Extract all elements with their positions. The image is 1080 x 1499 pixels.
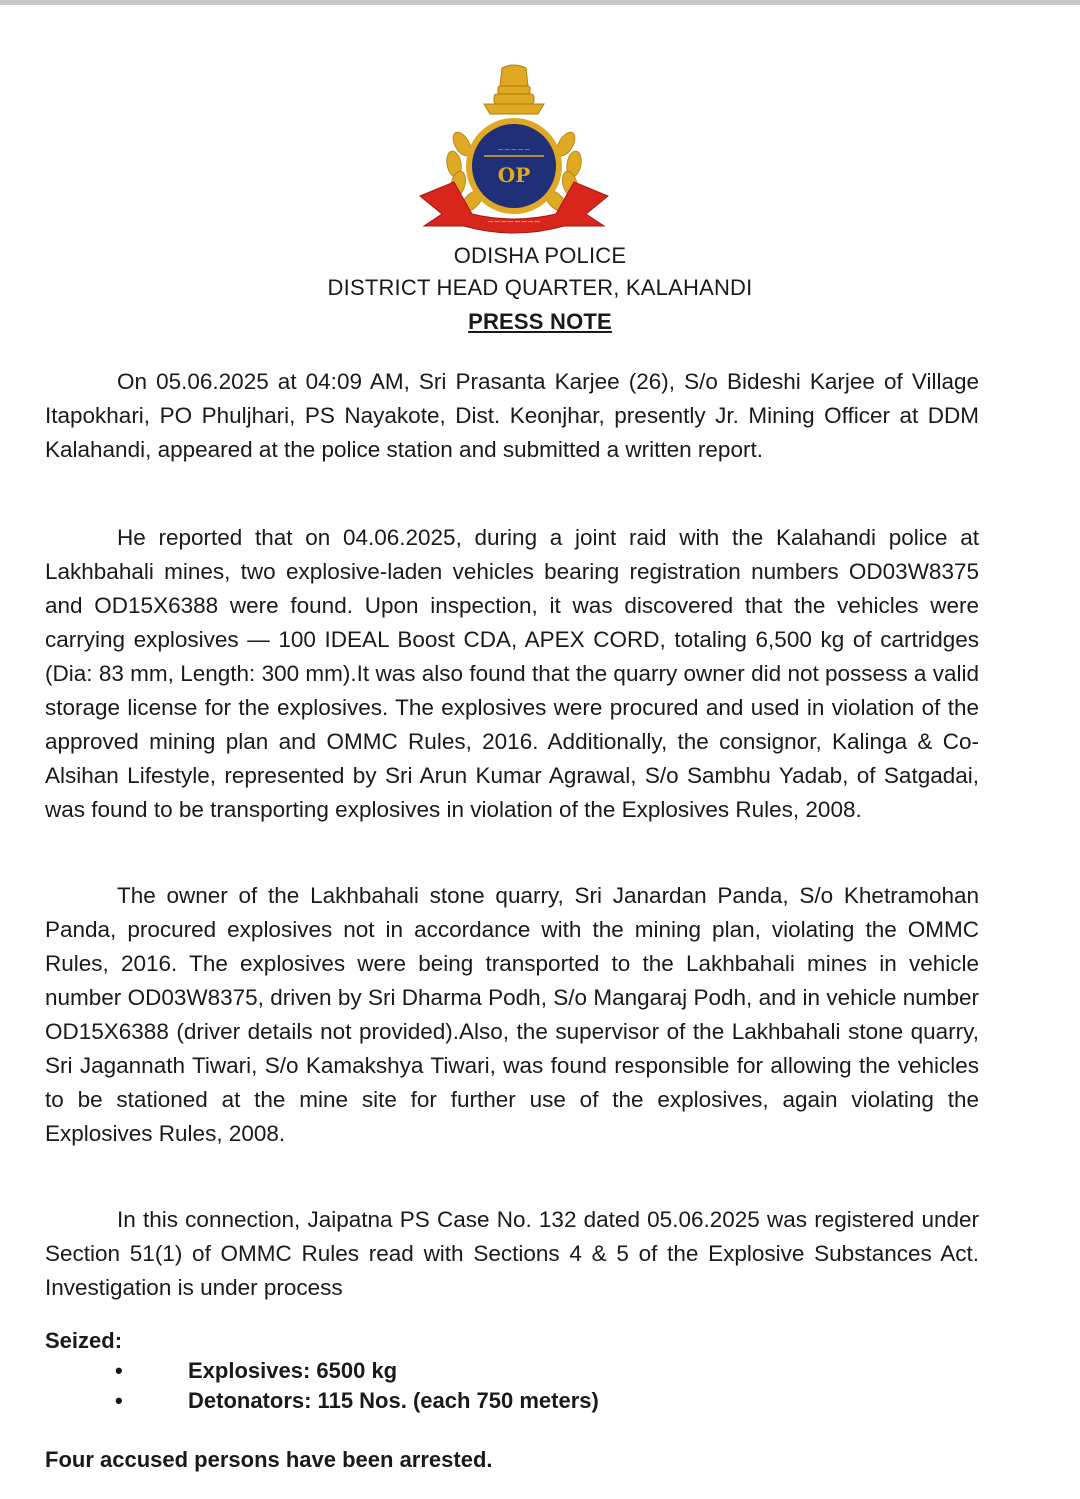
- bullet-icon: •: [115, 1388, 123, 1413]
- list-item: [115, 1386, 599, 1416]
- seized-item-detonators: Detonators: 115 Nos. (each 750 meters): [188, 1388, 599, 1413]
- document-title: PRESS NOTE: [468, 309, 612, 334]
- odisha-police-emblem-icon: [414, 64, 614, 234]
- document-header: [0, 240, 1080, 338]
- office-name: DISTRICT HEAD QUARTER, KALAHANDI: [327, 275, 753, 300]
- svg-text:~~~~~~~~: ~~~~~~~~: [487, 217, 541, 226]
- organization-name: ODISHA POLICE: [453, 243, 627, 268]
- paragraph-accused-details: The owner of the Lakhbahali stone quarry, Sri Janardan Panda, S/o Khetramohan Panda, procured explosives not in accordance with the mining plan, violating the OMMC Rules, 2016. The explosives were being transported to the Lakhbahali mines in vehicle number OD03W8375, driven by Sri Dharma Podh, S/o Mangaraj Podh, and in vehicle number OD15X6388 (driver details not provided).Also, the supervisor of the Lakhbahali stone quarry, Sri Jagannath Tiwari, S/o Kamakshya Tiwari, was found responsible for allowing the vehicles to be stationed at the mine site for further use of the explosives, again violating the Explosives Rules, 2008.: [45, 883, 979, 1146]
- page-top-edge: [0, 0, 1080, 5]
- bullet-icon: •: [115, 1358, 123, 1383]
- paragraph-raid-details: He reported that on 04.06.2025, during a joint raid with the Kalahandi police at Lakhbahali mines, two explosive-laden vehicles bearing registration numbers OD03W8375 and OD15X6388 were found. Upon inspection, it was discovered that the vehicles were carrying explosives — 100 IDEAL Boost CDA, APEX CORD, totaling 6,500 kg of cartridges (Dia: 83 mm, Length: 300 mm).It was also found that the quarry owner did not possess a valid storage license for the explosives. The explosives were procured and used in violation of the approved mining plan and OMMC Rules, 2016. Additionally, the consignor, Kalinga & Co-Alsihan Lifestyle, represented by Sri Arun Kumar Agrawal, S/o Sambhu Yadab, of Satgadai, was found to be transporting explosives in violation of the Explosives Rules, 2008.: [45, 525, 979, 822]
- paragraph-case-registration: In this connection, Jaipatna PS Case No. 132 dated 05.06.2025 was registered under Section 51(1) of OMMC Rules read with Sections 4 & 5 of the Explosive Substances Act. Investigation is under process: [45, 1207, 979, 1300]
- svg-text:~~~~~: ~~~~~: [497, 145, 531, 154]
- list-item: [115, 1356, 599, 1386]
- closing-statement: Four accused persons have been arrested.: [45, 1447, 493, 1472]
- paragraph-report-received: On 05.06.2025 at 04:09 AM, Sri Prasanta Karjee (26), S/o Bideshi Karjee of Village Itapokhari, PO Phuljhari, PS Nayakote, Dist. Keonjhar, presently Jr. Mining Officer at DDM Kalahandi, appeared at the police station and submitted a written report.: [45, 369, 979, 462]
- svg-text:OP: OP: [497, 163, 531, 187]
- seized-item-explosives: Explosives: 6500 kg: [188, 1358, 398, 1383]
- seized-list: [115, 1356, 599, 1416]
- seized-heading: Seized:: [45, 1328, 123, 1353]
